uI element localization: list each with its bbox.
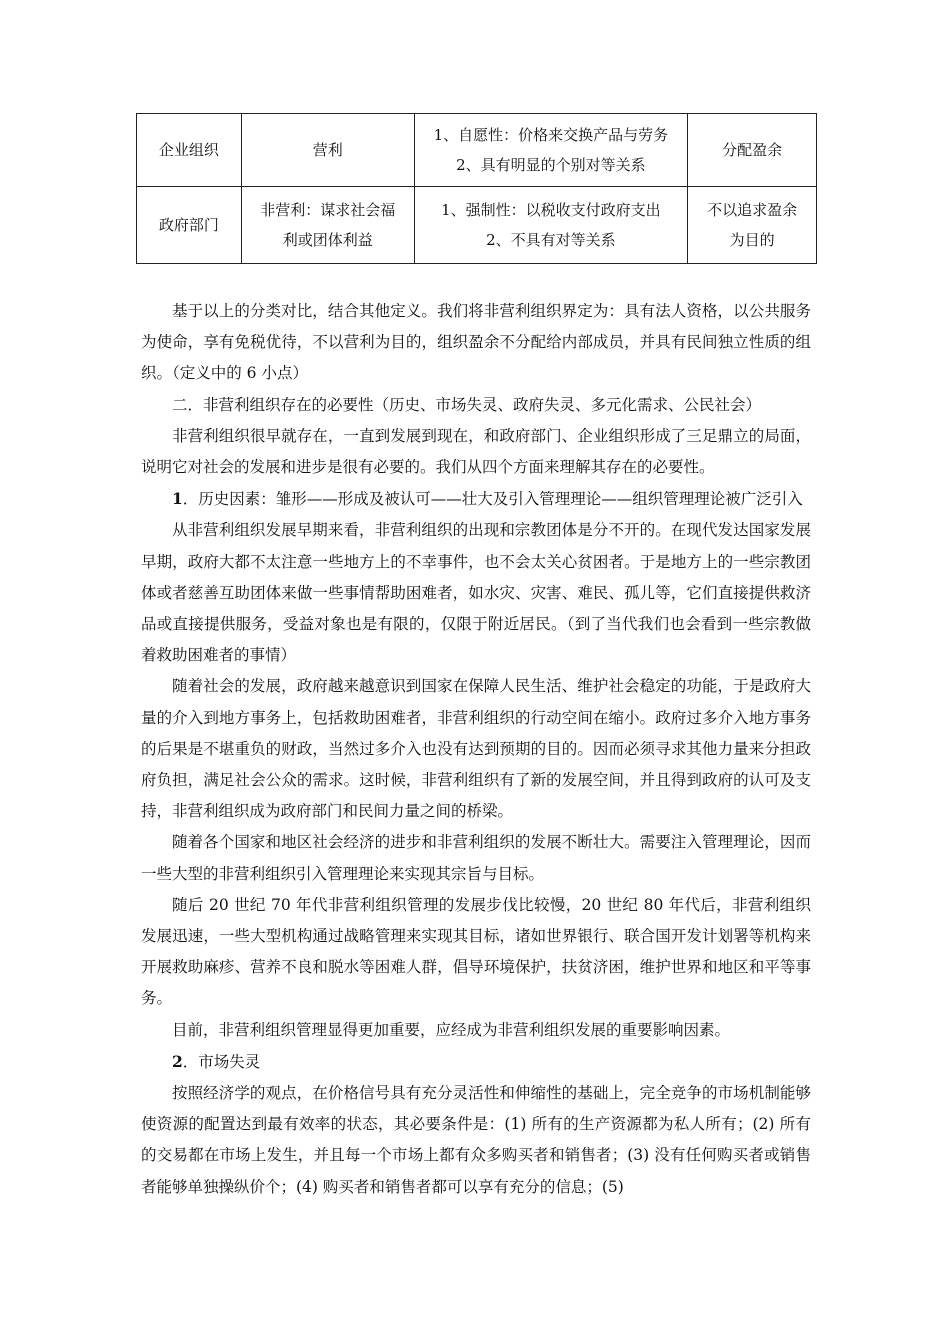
features-cell: 1、强制性：以税收支付政府支出 2、不具有对等关系 [414, 187, 688, 264]
surplus-cell: 分配盈余 [688, 114, 817, 187]
org-cell: 企业组织 [137, 114, 242, 187]
purpose-cell: 营利 [241, 114, 414, 187]
paragraph: 随着各个国家和地区社会经济的进步和非营利组织的发展不断壮大。需要注入管理理论，因而一些大型的非营利组织引入管理理论来实现其宗旨与目标。 [141, 833, 811, 883]
table-row [137, 114, 817, 187]
surplus-cell: 不以追求盈余 为目的 [688, 187, 817, 264]
paragraph: 随着社会的发展，政府越来越意识到国家在保障人民生活、维护社会稳定的功能，于是政府大量的介入到地方事务上，包括救助困难者，非营利组织的行动空间在缩小。政府过多介入地方事务的后果是不堪重负的财政，当然过多介入也没有达到预期的目的。因而必须寻求其他力量来分担政府负担，满足社会公众的需求。这时候，非营利组织有了新的发展空间，并且得到政府的认可及支持，非营利组织成为政府部门和民间力量之间的桥梁。 [141, 677, 811, 821]
purpose-cell: 非营利：谋求社会福 利或团体利益 [241, 187, 414, 264]
paragraph: 随后 20 世纪 70 年代非营利组织管理的发展步伐比较慢，20 世纪 80 年代后，非营利组织发展迅速，一些大型机构通过战略管理来实现其目标，诸如世界银行、联合国开发计划署等机构来开展救助麻疹、营养不良和脱水等困难人群，倡导环境保护，扶贫济困，维护世界和地区和平等事务。 [141, 895, 811, 1008]
org-cell: 政府部门 [137, 187, 242, 264]
paragraph: 从非营利组织发展早期来看，非营利组织的出现和宗教团体是分不开的。在现代发达国家发展早期，政府大都不太注意一些地方上的不幸事件，也不会太关心贫困者。于是地方上的一些宗教团体或者慈善互助团体来做一些事情帮助困难者，如水灾、灾害、难民、孤儿等，它们直接提供救济品或直接提供服务，受益对象也是有限的，仅限于附近居民。（到了当代我们也会看到一些宗教做着救助困难者的事情） [141, 521, 811, 665]
features-cell: 1、自愿性：价格来交换产品与劳务 2、具有明显的个别对等关系 [414, 114, 688, 187]
subsection-heading: 1．历史因素：雏形——形成及被认可——壮大及引入管理理论——组织管理理论被广泛引入 [172, 489, 803, 509]
subsection-heading: 2．市场失灵 [172, 1051, 261, 1071]
table-row [137, 187, 817, 264]
paragraph: 基于以上的分类对比，结合其他定义。我们将非营利组织界定为：具有法人资格，以公共服务为使命，享有免税优待，不以营利为目的，组织盈余不分配给内部成员，并具有民间独立性质的组织。（定义中的 6 小点） [141, 302, 811, 383]
comparison-table [136, 113, 817, 264]
paragraph: 非营利组织很早就存在，一直到发展到现在，和政府部门、企业组织形成了三足鼎立的局面，说明它对社会的发展和进步是很有必要的。我们从四个方面来理解其存在的必要性。 [141, 426, 811, 477]
section-heading: 二．非营利组织存在的必要性（历史、市场失灵、政府失灵、多元化需求、公民社会） [172, 395, 762, 414]
body-text [141, 296, 811, 1203]
paragraph: 目前，非营利组织管理显得更加重要，应经成为非营利组织发展的重要影响因素。 [172, 1020, 731, 1039]
paragraph: 按照经济学的观点，在价格信号具有充分灵活性和伸缩性的基础上，完全竞争的市场机制能够使资源的配置达到最有效率的状态，其必要条件是：(1) 所有的生产资源都为私人所有；(2) 所有的交易都在市场上发生，并且每一个市场上都有众多购买者和销售者；(3) 没有任何购买者或销售者能够单独操纵价个；(4) 购买者和销售者都可以享有充分的信息；(5) [141, 1084, 811, 1196]
